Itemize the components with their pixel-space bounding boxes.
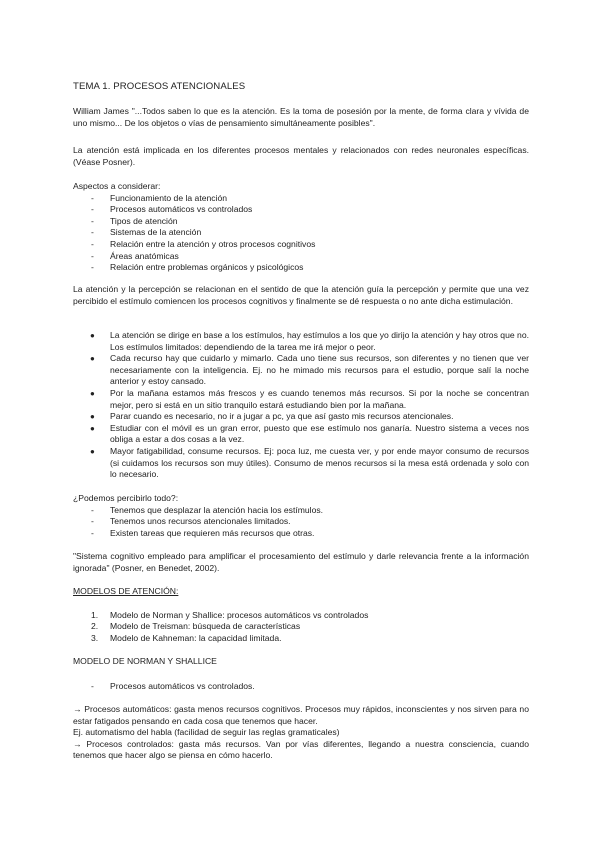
example-speech-text: Ej. automatismo del habla (facilidad de seguir las reglas gramaticales) xyxy=(73,727,340,738)
list-item: ● Parar cuando es necesario, no ir a jugar a pc, ya que así gasto mis recursos atencionales. xyxy=(73,411,529,423)
models-list xyxy=(73,610,529,645)
page-title: TEMA 1. PROCESOS ATENCIONALES xyxy=(73,81,246,92)
list-item xyxy=(73,621,529,633)
list-item: - Funcionamiento de la atención xyxy=(73,193,529,205)
models-section xyxy=(73,586,529,644)
aspects-list xyxy=(73,193,529,274)
list-item: ● Cada recurso hay que cuidarlo y mimarlo. Cada uno tiene sus recursos, son diferentes y no tienen que ver necesariamente con la inteligencia. Ej. no he mimado mis recursos para el estudio, porque salí la noche anterior y estoy cansado. xyxy=(73,353,529,388)
list-item: - Relación entre problemas orgánicos y psicológicos xyxy=(73,262,529,274)
paragraph-attention-perception: La atención y la percepción se relacionan en el sentido de que la atención guía la percepción y permite que una vez percibido el estímulo comiencen los procesos cognitivos y finalmente se dé respuesta o no ante dicha estimulación. xyxy=(73,284,529,306)
list-item: - Sistemas de la atención xyxy=(73,227,529,239)
list-text: Modelo de Treisman: búsqueda de características xyxy=(110,621,301,632)
norman-list xyxy=(73,681,529,693)
aspects-heading: Aspectos a considerar: xyxy=(73,181,161,191)
list-item: - Áreas anatómicas xyxy=(73,251,529,263)
list-item: ● Mayor fatigabilidad, consume recursos. Ej: poca luz, me cuesta ver, y por ende mayor consumo de recursos (si cuidamos los recursos son muy útiles). Consumo de menos recursos si la mesa está ordenada y solo con lo necesario. xyxy=(73,446,529,481)
list-text: Modelo de Norman y Shallice: procesos automáticos vs controlados xyxy=(110,609,369,620)
perceive-section xyxy=(73,493,529,539)
list-item: ● Estudiar con el móvil es un gran error, puesto que ese estímulo nos ganaría. Nuestro sistema a veces nos obliga a estar a dos cosas a la vez. xyxy=(73,423,529,446)
perceive-list xyxy=(73,505,529,540)
models-heading: MODELOS DE ATENCIÓN: xyxy=(73,586,179,596)
list-item: ● Por la mañana estamos más frescos y es cuando tenemos más recursos. Si por la noche se concentran mejor, pero si está en un sitio tranquilo estará estudiando bien por la mañana. xyxy=(73,388,529,411)
perceive-heading: ¿Podemos percibirlo todo?: xyxy=(73,493,179,503)
controlled-processes-text: → Procesos controlados: gasta más recursos. Van por vías diferentes, llegando a nuestra consciencia, cuando tenemos que hacer algo se piensa en cómo hacerlo. xyxy=(73,738,529,761)
bullet-list xyxy=(73,330,529,481)
list-item: - Tenemos que desplazar la atención hacia los estímulos. xyxy=(73,505,529,517)
list-text: Modelo de Kahneman: la capacidad limitada. xyxy=(110,632,282,643)
list-item: - Relación entre la atención y otros procesos cognitivos xyxy=(73,239,529,251)
automatic-processes-text: → Procesos automáticos: gasta menos recursos cognitivos. Procesos muy rápidos, inconscientes y nos sirven para no estar fatigados pensando en cada cosa que tenemos que hacer. xyxy=(73,704,529,726)
list-item: - Procesos automáticos vs controlados xyxy=(73,204,529,216)
quote-william-james: William James "...Todos saben lo que es la atención. Es la toma de posesión por la mente, de forma clara y vívida de uno mismo... De los objetos o vías de pensamiento simultáneamente posibles". xyxy=(73,106,529,128)
quote-posner-benedet: "Sistema cognitivo empleado para amplificar el procesamiento del estímulo y darle relevancia frente a la información ignorada" (Posner, en Benedet, 2002). xyxy=(73,551,529,573)
list-item xyxy=(73,633,529,645)
list-item: - Existen tareas que requieren más recursos que otras. xyxy=(73,528,529,540)
list-item xyxy=(73,610,529,622)
list-number: 2. xyxy=(91,621,99,632)
norman-processes xyxy=(73,704,529,762)
paragraph-attention-involved: La atención está implicada en los diferentes procesos mentales y relacionados con redes neuronales específicas. (Véase Posner). xyxy=(73,145,529,167)
norman-heading: MODELO DE NORMAN Y SHALLICE xyxy=(73,656,217,666)
list-item: - Tenemos unos recursos atencionales limitados. xyxy=(73,516,529,528)
list-item: - Tipos de atención xyxy=(73,216,529,228)
list-item: ● La atención se dirige en base a los estímulos, hay estímulos a los que yo dirijo la atención y hay otros que no. Los estímulos limitados: dependiendo de la tarea me irá mejor o peor. xyxy=(73,330,529,353)
aspects-section xyxy=(73,181,529,274)
list-number: 3. xyxy=(91,632,99,643)
list-number: 1. xyxy=(91,609,99,620)
list-item: - Procesos automáticos vs controlados. xyxy=(73,681,529,693)
